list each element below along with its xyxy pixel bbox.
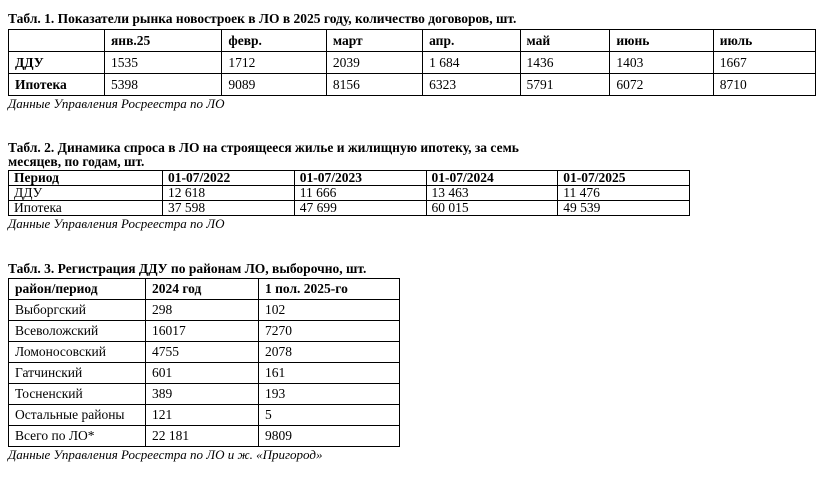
table1-section xyxy=(8,12,816,111)
table1-header-cell: янв.25 xyxy=(105,30,222,52)
table-row xyxy=(9,405,400,426)
row-label: Гатчинский xyxy=(9,363,146,384)
table-row xyxy=(9,52,816,74)
table-cell: 193 xyxy=(259,384,400,405)
table-cell: 9809 xyxy=(259,426,400,447)
table1-header-cell xyxy=(9,30,105,52)
row-label: Тосненский xyxy=(9,384,146,405)
table-cell: 12 618 xyxy=(163,186,295,201)
row-label: Остальные районы xyxy=(9,405,146,426)
table1-header-cell: май xyxy=(520,30,610,52)
table2-header-cell: Период xyxy=(9,171,163,186)
table-cell: 4755 xyxy=(146,342,259,363)
table1-header-row xyxy=(9,30,816,52)
row-label: ДДУ xyxy=(9,186,163,201)
row-label: Всеволожский xyxy=(9,321,146,342)
table3-section xyxy=(8,262,400,462)
table-cell: 6072 xyxy=(610,74,713,96)
table-cell: 60 015 xyxy=(426,201,558,216)
table-cell: 8710 xyxy=(713,74,815,96)
table-cell: 161 xyxy=(259,363,400,384)
table1-header-cell: июль xyxy=(713,30,815,52)
table-cell: 1667 xyxy=(713,52,815,74)
table2-header-cell: 01-07/2024 xyxy=(426,171,558,186)
table2-title-line2: месяцев, по годам, шт. xyxy=(8,154,145,169)
table-row xyxy=(9,363,400,384)
table2-source: Данные Управления Росреестра по ЛО xyxy=(8,216,225,231)
table-row xyxy=(9,74,816,96)
row-label: Ипотека xyxy=(9,201,163,216)
table-cell: 5 xyxy=(259,405,400,426)
table-cell: 121 xyxy=(146,405,259,426)
table3-source: Данные Управления Росреестра по ЛО и ж. «Пригород» xyxy=(8,447,323,462)
table-cell: 5398 xyxy=(105,74,222,96)
table2-header-cell: 01-07/2025 xyxy=(558,171,690,186)
table-row xyxy=(9,300,400,321)
row-label: Ломоносовский xyxy=(9,342,146,363)
table-cell: 11 476 xyxy=(558,186,690,201)
table1-header-cell: июнь xyxy=(610,30,713,52)
table-cell: 6323 xyxy=(423,74,520,96)
table2-title-line1: Табл. 2. Динамика спроса в ЛО на строящееся жилье и жилищную ипотеку, за семь xyxy=(8,140,519,155)
table-cell: 1 684 xyxy=(423,52,520,74)
table-cell: 7270 xyxy=(259,321,400,342)
table-cell: 389 xyxy=(146,384,259,405)
table-cell: 16017 xyxy=(146,321,259,342)
table2-header-cell: 01-07/2022 xyxy=(163,171,295,186)
table-cell: 102 xyxy=(259,300,400,321)
table-cell: 1436 xyxy=(520,52,610,74)
table1-header-cell: февр. xyxy=(222,30,327,52)
table2-header-row xyxy=(9,171,690,186)
table-cell: 47 699 xyxy=(294,201,426,216)
table1-title: Табл. 1. Показатели рынка новостроек в ЛО в 2025 году, количество договоров, шт. xyxy=(8,11,517,26)
table-row xyxy=(9,321,400,342)
table-cell: 9089 xyxy=(222,74,327,96)
table2-header-cell: 01-07/2023 xyxy=(294,171,426,186)
table-cell: 2078 xyxy=(259,342,400,363)
table3-header-row xyxy=(9,279,400,300)
table-row xyxy=(9,342,400,363)
table-cell: 1535 xyxy=(105,52,222,74)
table-cell: 1712 xyxy=(222,52,327,74)
table-row xyxy=(9,201,690,216)
table2 xyxy=(8,170,690,216)
table3-header-cell: 1 пол. 2025-го xyxy=(259,279,400,300)
table1-header-cell: апр. xyxy=(423,30,520,52)
table2-section xyxy=(8,141,690,231)
table-cell: 298 xyxy=(146,300,259,321)
table1 xyxy=(8,29,816,96)
table-cell: 11 666 xyxy=(294,186,426,201)
table-cell: 8156 xyxy=(326,74,422,96)
table1-header-cell: март xyxy=(326,30,422,52)
table-cell: 13 463 xyxy=(426,186,558,201)
table3-title: Табл. 3. Регистрация ДДУ по районам ЛО, выборочно, шт. xyxy=(8,261,367,276)
table1-source: Данные Управления Росреестра по ЛО xyxy=(8,96,225,111)
row-label: Выборгский xyxy=(9,300,146,321)
table-cell: 5791 xyxy=(520,74,610,96)
table-cell: 37 598 xyxy=(163,201,295,216)
table-row xyxy=(9,186,690,201)
row-label: Всего по ЛО* xyxy=(9,426,146,447)
table-cell: 22 181 xyxy=(146,426,259,447)
table-cell: 601 xyxy=(146,363,259,384)
table-row xyxy=(9,426,400,447)
table3 xyxy=(8,278,400,447)
table3-header-cell: район/период xyxy=(9,279,146,300)
table3-header-cell: 2024 год xyxy=(146,279,259,300)
table-cell: 1403 xyxy=(610,52,713,74)
table-cell: 2039 xyxy=(326,52,422,74)
row-label: ДДУ xyxy=(9,52,105,74)
row-label: Ипотека xyxy=(9,74,105,96)
table-cell: 49 539 xyxy=(558,201,690,216)
table-row xyxy=(9,384,400,405)
